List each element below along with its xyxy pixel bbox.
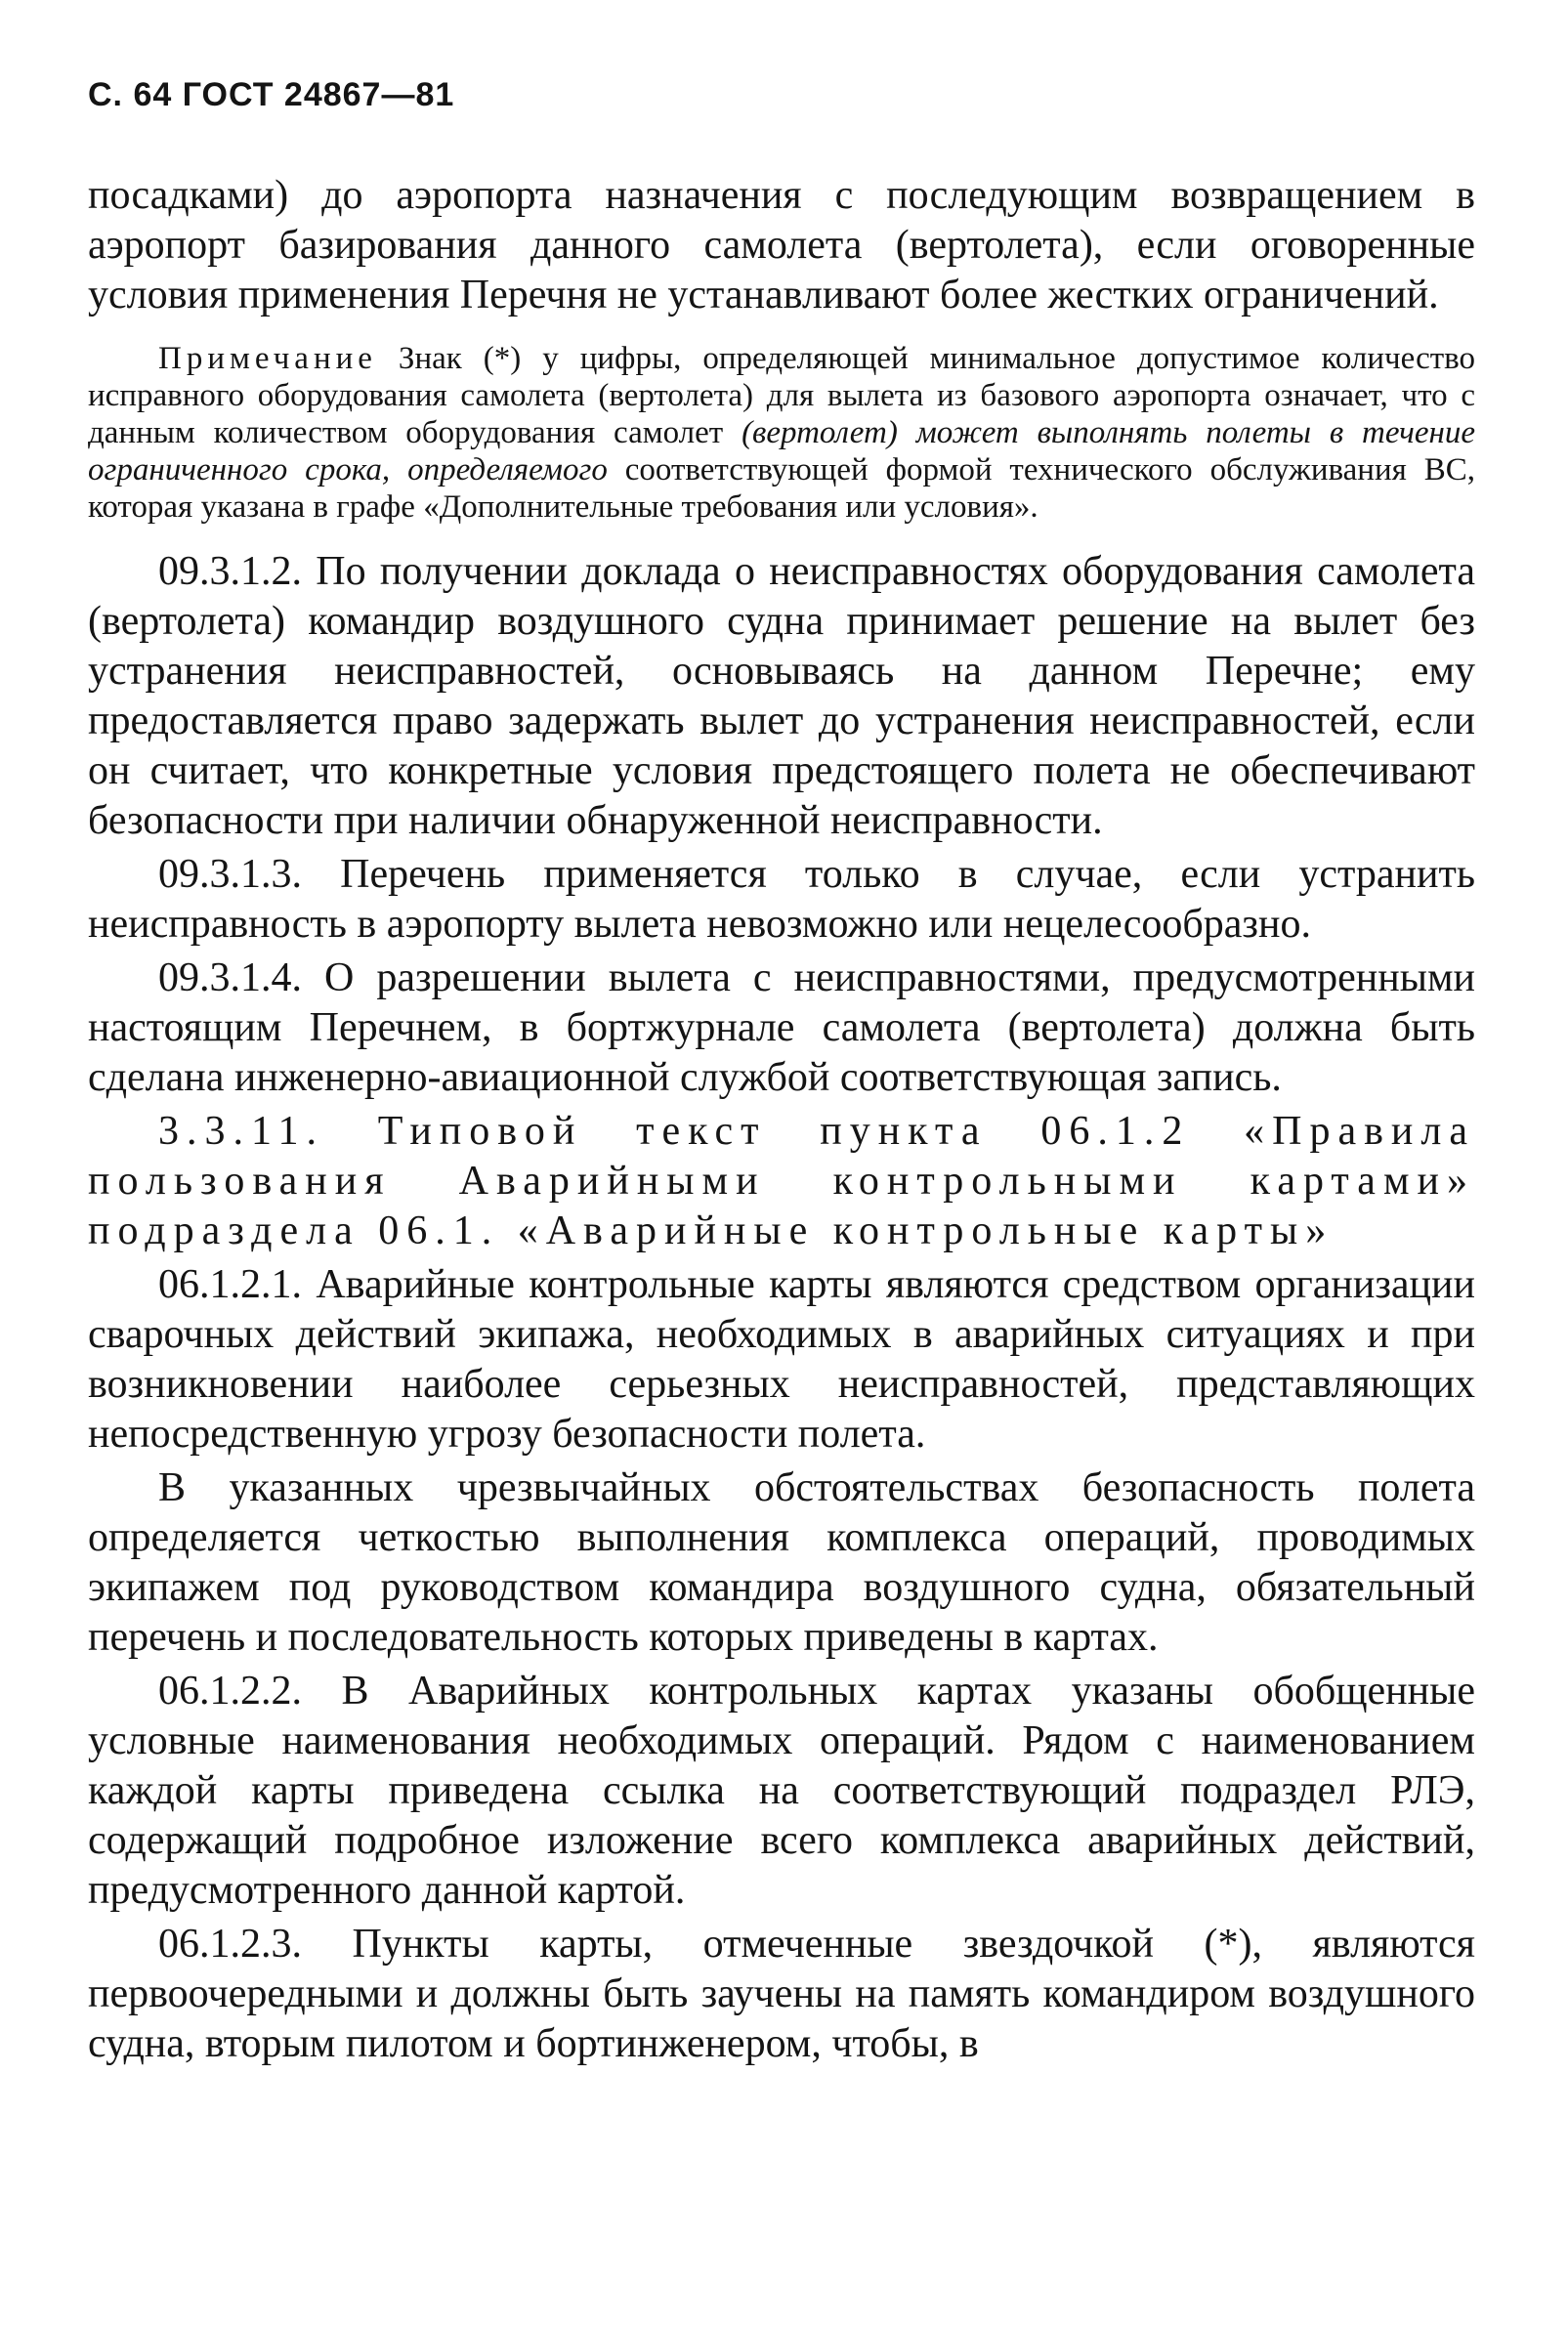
paragraph-continuation: посадками) до аэропорта назначения с последующим возвращением в аэропорт базирования данного самолета (вертолета), если оговоренные условия применения Перечня не устанавливают более жестких ограничений. bbox=[88, 173, 1475, 318]
section-06-1-2-1-continued: В указанных чрезвычайных обстоятельствах безопасность полета определяется четкостью выполнения комплекса операций, проводимых экипажем под руководством командира воздушного судна, обязательный перечень и последовательность которых приведены в картах. bbox=[88, 1465, 1475, 1660]
note-text-start: Знак (*) у цифры, определяющей минимальное допустимое количество исправного оборудования самолета (вертолета) для вылета из базового аэропорта означает, что с данным количеством оборудования самолет bbox=[88, 341, 1475, 450]
note-text-italic: (вертолет) может выполнять полеты в течение ограниченного срока, определяемого bbox=[88, 415, 1475, 487]
section-09-3-1-2: 09.3.1.2. По получении доклада о неисправностях оборудования самолета (вертолета) командир воздушного судна принимает решение на вылет без устранения неисправностей, основываясь на данном Перечне; ему предоставляется право задержать вылет до устранения неисправностей, если он считает, что конкретные условия предстоящего полета не обеспечивают безопасности при наличии обнаруженной неисправности. bbox=[88, 549, 1475, 843]
section-heading-3-3-11: 3.3.11. Типовой текст пункта 06.1.2 «Правила пользования Аварийными контрольными картами» подраздела 06.1. «Аварийные контрольные карты» bbox=[88, 1109, 1475, 1253]
document-page bbox=[88, 76, 1475, 2069]
section-09-3-1-3: 09.3.1.3. Перечень применяется только в случае, если устранить неисправность в аэропорту вылета невозможно или нецелесообразно. bbox=[88, 852, 1475, 947]
section-06-1-2-1: 06.1.2.1. Аварийные контрольные карты являются средством организации сварочных действий экипажа, необходимых в аварийных ситуациях и при возникновении наиболее серьезных неисправностей, представляющих непосредственную угрозу безопасности полета. bbox=[88, 1262, 1475, 1457]
section-06-1-2-3: 06.1.2.3. Пункты карты, отмеченные звездочкой (*), являются первоочередными и должны быть заучены на память командиром воздушного судна, вторым пилотом и бортинженером, чтобы, в bbox=[88, 1922, 1475, 2066]
note-label: Примечание bbox=[158, 341, 377, 376]
section-09-3-1-4: 09.3.1.4. О разрешении вылета с неисправностями, предусмотренными настоящим Перечнем, в бортжурнале самолета (вертолета) должна быть сделана инженерно-авиационной службой соответствующая запись. bbox=[88, 955, 1475, 1100]
note-block bbox=[88, 340, 1475, 526]
page-header: С. 64 ГОСТ 24867—81 bbox=[88, 76, 455, 113]
note-text-end: соответствующей формой технического обслуживания ВС, которая указана в графе «Дополнительные требования или условия». bbox=[88, 452, 1475, 525]
section-06-1-2-2: 06.1.2.2. В Аварийных контрольных картах указаны обобщенные условные наименования необходимых операций. Рядом с наименованием каждой карты приведена ссылка на соответствующий подраздел РЛЭ, содержащий подробное изложение всего комплекса аварийных действий, предусмотренного данной картой. bbox=[88, 1669, 1475, 1913]
document-body bbox=[88, 171, 1475, 2069]
